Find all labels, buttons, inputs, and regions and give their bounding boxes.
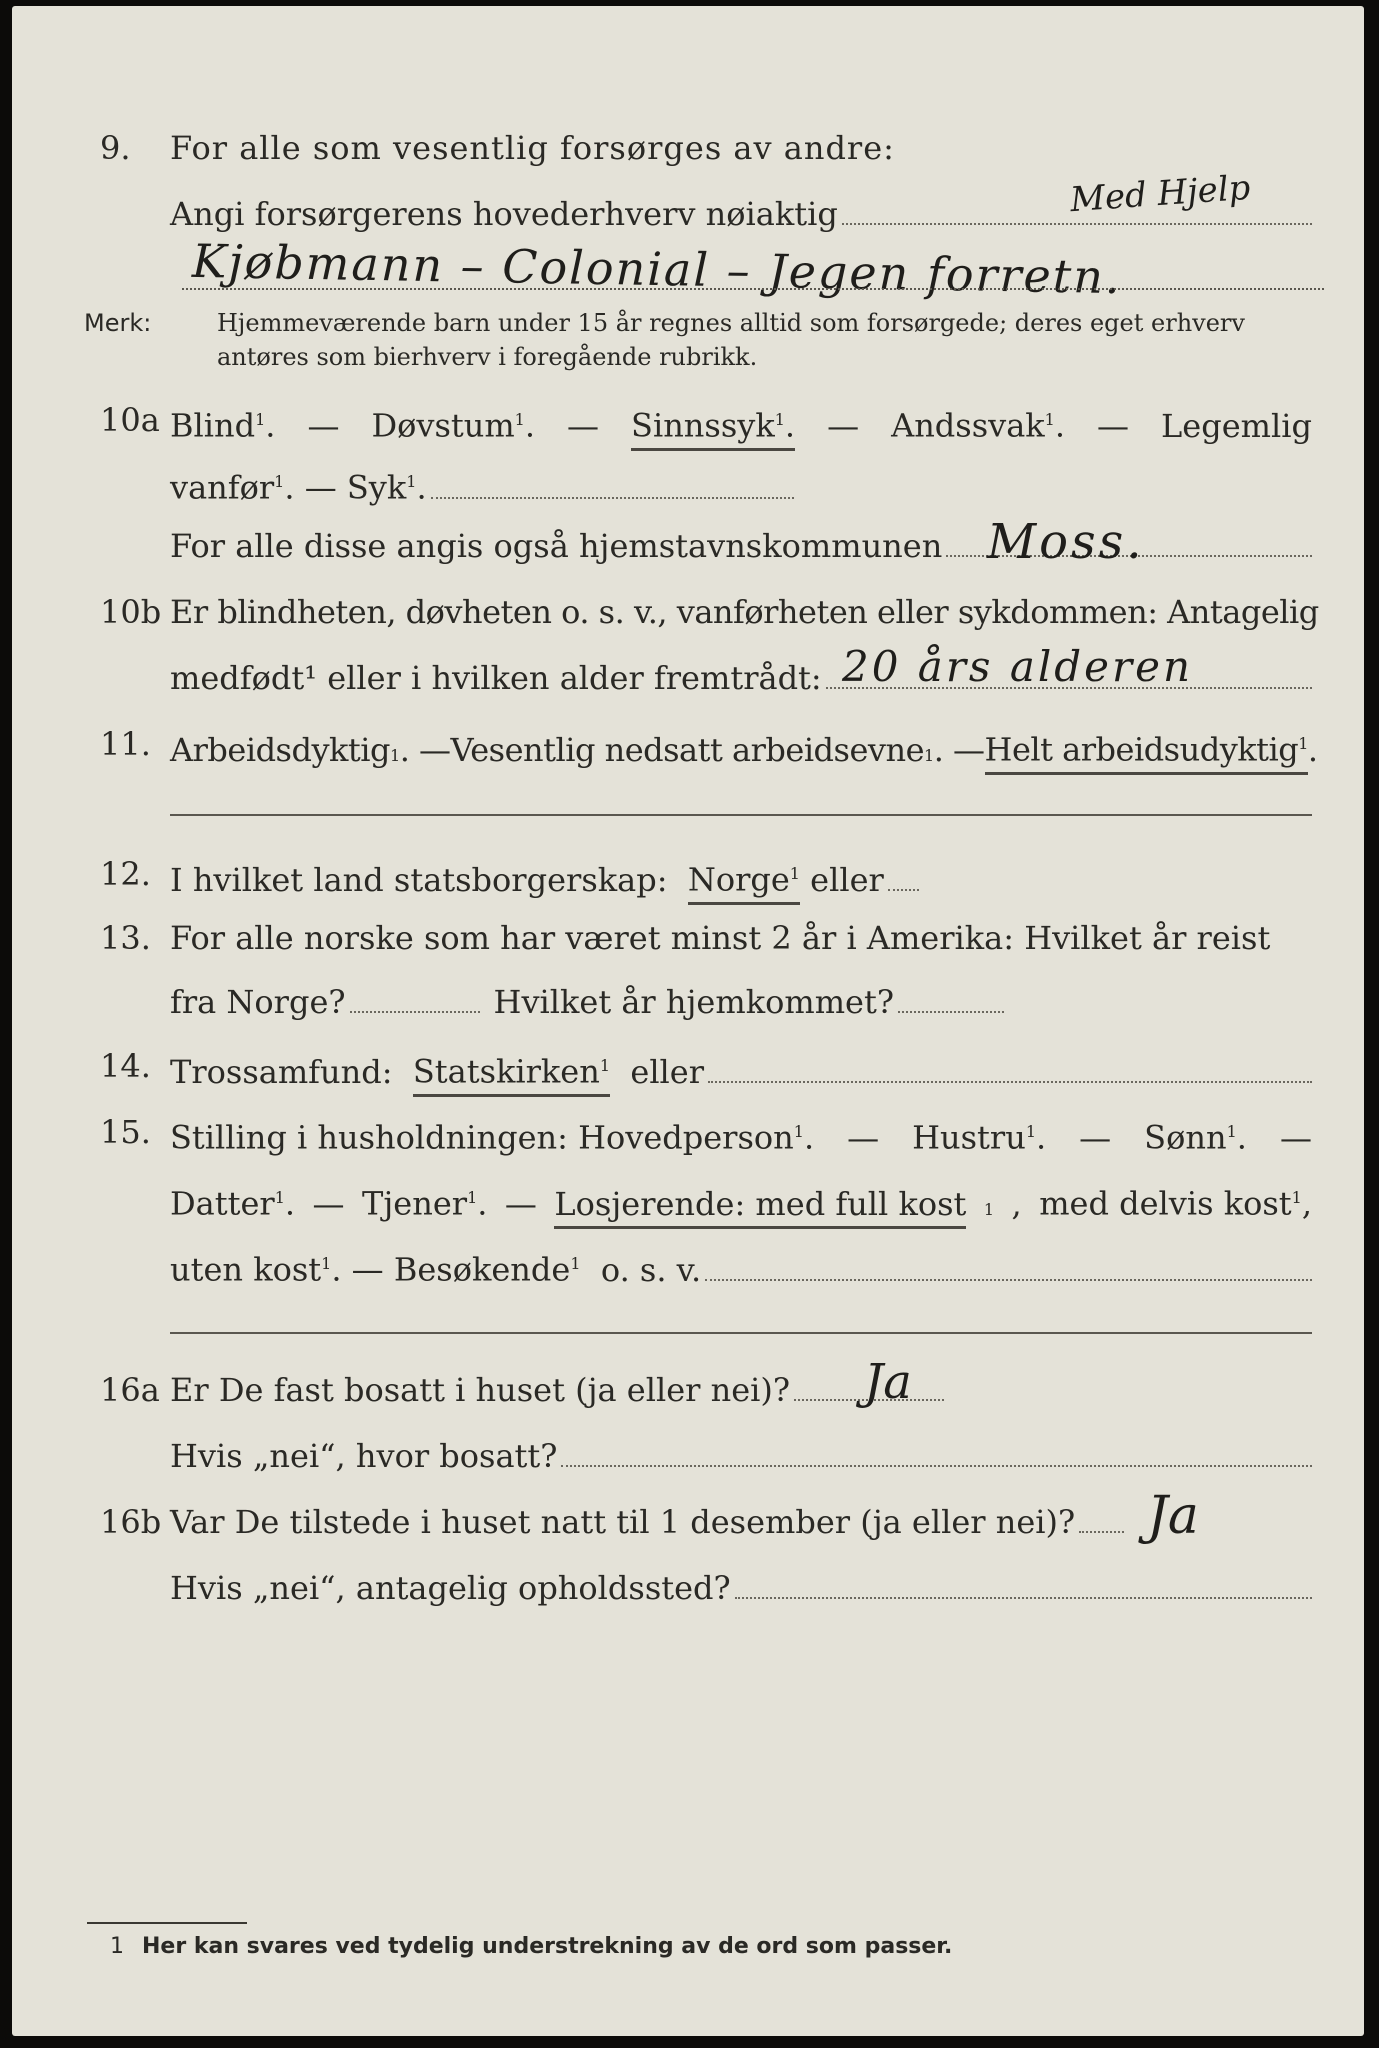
q14-answer-line bbox=[708, 1051, 1312, 1083]
q11-row: 11. Arbeidsdyktig 1 . — Vesentlig nedsatt arbeidsevne 1 . — Helt arbeidsudyktig$^1$ . bbox=[12, 722, 1364, 766]
q10a-number: 10a bbox=[100, 401, 160, 439]
q10b-number: 10b bbox=[100, 593, 162, 631]
q16b-number: 16b bbox=[100, 1503, 162, 1541]
q10a-row-3 bbox=[12, 524, 1364, 568]
q12-number: 12. bbox=[100, 855, 151, 893]
q11-part-1: Arbeidsdyktig bbox=[170, 730, 390, 769]
q15-sonn: Sønn bbox=[1144, 1118, 1227, 1157]
q16b-opholdssted-line bbox=[735, 1567, 1312, 1599]
q11-answer-line bbox=[170, 814, 1312, 816]
q15-hustru: Hustru bbox=[912, 1118, 1026, 1157]
q15-row-3: uten kost$^1$. — Besøkende$^1$ o. s. v. bbox=[12, 1242, 1364, 1286]
q16a-bosatt-line bbox=[561, 1435, 1312, 1467]
q10b-line-2: medfødt¹ eller i hvilken alder fremtrådt: bbox=[170, 659, 822, 697]
q14-statskirken: Statskirken bbox=[412, 1052, 600, 1091]
q16b-line-1: Var De tilstede i huset natt til 1 desember (ja eller nei)? bbox=[170, 1503, 1076, 1541]
q16b-line-2: Hvis „nei“, antagelig opholdssted? bbox=[170, 1569, 731, 1607]
q13-row-2 bbox=[12, 980, 1364, 1024]
q9-answer-line-2 bbox=[182, 288, 1324, 290]
q10a-dovstum: Døvstum bbox=[371, 406, 515, 445]
q16b-handwritten: Ja bbox=[1147, 1486, 1199, 1546]
q16a-handwritten: Ja bbox=[864, 1354, 912, 1410]
q13-line-2a: fra Norge? bbox=[170, 983, 346, 1021]
q10a-row-2: vanfør$^1$. — Syk$^1$. bbox=[12, 460, 1364, 504]
q16b-answer-line bbox=[1079, 1501, 1124, 1533]
q13-reist-line bbox=[350, 981, 480, 1013]
q15-osv: o. s. v. bbox=[600, 1250, 702, 1289]
q15-besokende: Besøkende bbox=[393, 1250, 571, 1289]
q15-datter: Datter bbox=[170, 1184, 275, 1223]
q9-row-1 bbox=[12, 126, 1364, 170]
q10a-sinnssyk: Sinnssyk bbox=[631, 406, 775, 445]
q10a-row-1: 10a Blind$^1$. — Døvstum$^1$. — Sinnssyk$^1$. — Andssvak$^1$. — Legemlig bbox=[12, 398, 1364, 442]
q13-line-2b: Hvilket år hjemkommet? bbox=[493, 983, 894, 1021]
q11-number: 11. bbox=[100, 725, 151, 763]
q12-eller: eller bbox=[810, 860, 884, 899]
q9-line-2: Angi forsørgerens hovederhverv nøiaktig bbox=[170, 195, 838, 233]
q13-row-1 bbox=[12, 916, 1364, 960]
q15-answer-line-2 bbox=[170, 1332, 1312, 1334]
q15-uten: uten kost bbox=[170, 1250, 322, 1289]
q9-number: 9. bbox=[100, 129, 131, 167]
q16a-row-1 bbox=[12, 1368, 1364, 1412]
q9-note-line-2: antøres som bierhverv i foregående rubrikk. bbox=[217, 343, 758, 371]
q15-row-2: Datter$^1$. — Tjener$^1$. — Losjerende: med full kost 1 , med delvis kost$^1$, bbox=[12, 1176, 1364, 1220]
footnote-rule bbox=[87, 1922, 247, 1924]
q13-line-1: For alle norske som har været minst 2 år i Amerika: Hvilket år reist bbox=[170, 919, 1271, 957]
q15-losjerende: Losjerende: med full kost bbox=[554, 1184, 967, 1223]
q14-eller: eller bbox=[630, 1052, 705, 1091]
q10a-legemlig: Legemlig bbox=[1161, 406, 1312, 445]
q15-row-1: 15. Stilling i husholdningen: Hovedperson$^1$. — Hustru$^1$. — Sønn$^1$. — bbox=[12, 1110, 1364, 1154]
q15-tjener: Tjener bbox=[362, 1184, 468, 1223]
q11-part-2: Vesentlig nedsatt arbeidsevne bbox=[450, 730, 925, 769]
q10a-vanfor: vanfør bbox=[170, 468, 275, 507]
q12-answer-line bbox=[888, 859, 919, 891]
q9-handwritten-a: Med Hjelp bbox=[1068, 167, 1252, 221]
q14-text: Trossamfund: bbox=[170, 1052, 393, 1091]
q9-note-label: Merk: bbox=[84, 309, 152, 337]
q10a-handwritten: Moss. bbox=[987, 514, 1145, 570]
q10b-row-1 bbox=[12, 590, 1364, 634]
q14-number: 14. bbox=[100, 1047, 151, 1085]
q16a-line-2: Hvis „nei“, hvor bosatt? bbox=[170, 1437, 558, 1475]
census-form-page bbox=[12, 6, 1364, 2036]
q15-answer-line bbox=[705, 1249, 1312, 1281]
q9-note-line-1: Hjemmeværende barn under 15 år regnes alltid som forsørgede; deres eget erhverv bbox=[217, 309, 1245, 337]
footnote bbox=[110, 1934, 953, 1959]
q16a-number: 16a bbox=[100, 1371, 160, 1409]
q10a-andssvak: Andssvak bbox=[891, 406, 1045, 445]
q9-line-1: For alle som vesentlig forsørges av andre: bbox=[170, 129, 895, 167]
q9-handwritten-b: Kjøbmann – Colonial – Jegen forretn. bbox=[191, 233, 1122, 305]
q10b-line-1: Er blindheten, døvheten o. s. v., vanførheten eller sykdommen: Antagelig bbox=[170, 593, 1319, 631]
q16a-row-2 bbox=[12, 1434, 1364, 1478]
q13-hjemkommet-line bbox=[898, 981, 1004, 1013]
q15-hovedperson: Stilling i husholdningen: Hovedperson bbox=[170, 1118, 794, 1157]
q10b-handwritten: 20 års alderen bbox=[842, 642, 1194, 691]
q16a-line-1: Er De fast bosatt i huset (ja eller nei)? bbox=[170, 1371, 791, 1409]
footnote-mark: 1 bbox=[110, 1934, 124, 1959]
q15-number: 15. bbox=[100, 1113, 151, 1151]
q13-number: 13. bbox=[100, 919, 151, 957]
q14-row: 14. Trossamfund: Statskirken$^1$ eller bbox=[12, 1044, 1364, 1088]
q16b-row-2 bbox=[12, 1566, 1364, 1610]
footnote-text: Her kan svares ved tydelig understrekning av de ord som passer. bbox=[142, 1934, 953, 1959]
q10a-blind: Blind bbox=[170, 406, 256, 445]
q12-row: 12. I hvilket land statsborgerskap: Norge$^1$ eller bbox=[12, 852, 1364, 896]
q11-part-3: Helt arbeidsudyktig bbox=[984, 730, 1299, 769]
q10a-syk: Syk bbox=[346, 468, 407, 507]
q12-norge: Norge bbox=[687, 860, 790, 899]
q10a-syk-line bbox=[431, 467, 794, 499]
q12-text: I hvilket land statsborgerskap: bbox=[170, 860, 668, 899]
q10a-line-3: For alle disse angis også hjemstavnskommunen bbox=[170, 527, 943, 565]
q15-delvis: med delvis kost bbox=[1039, 1184, 1292, 1223]
